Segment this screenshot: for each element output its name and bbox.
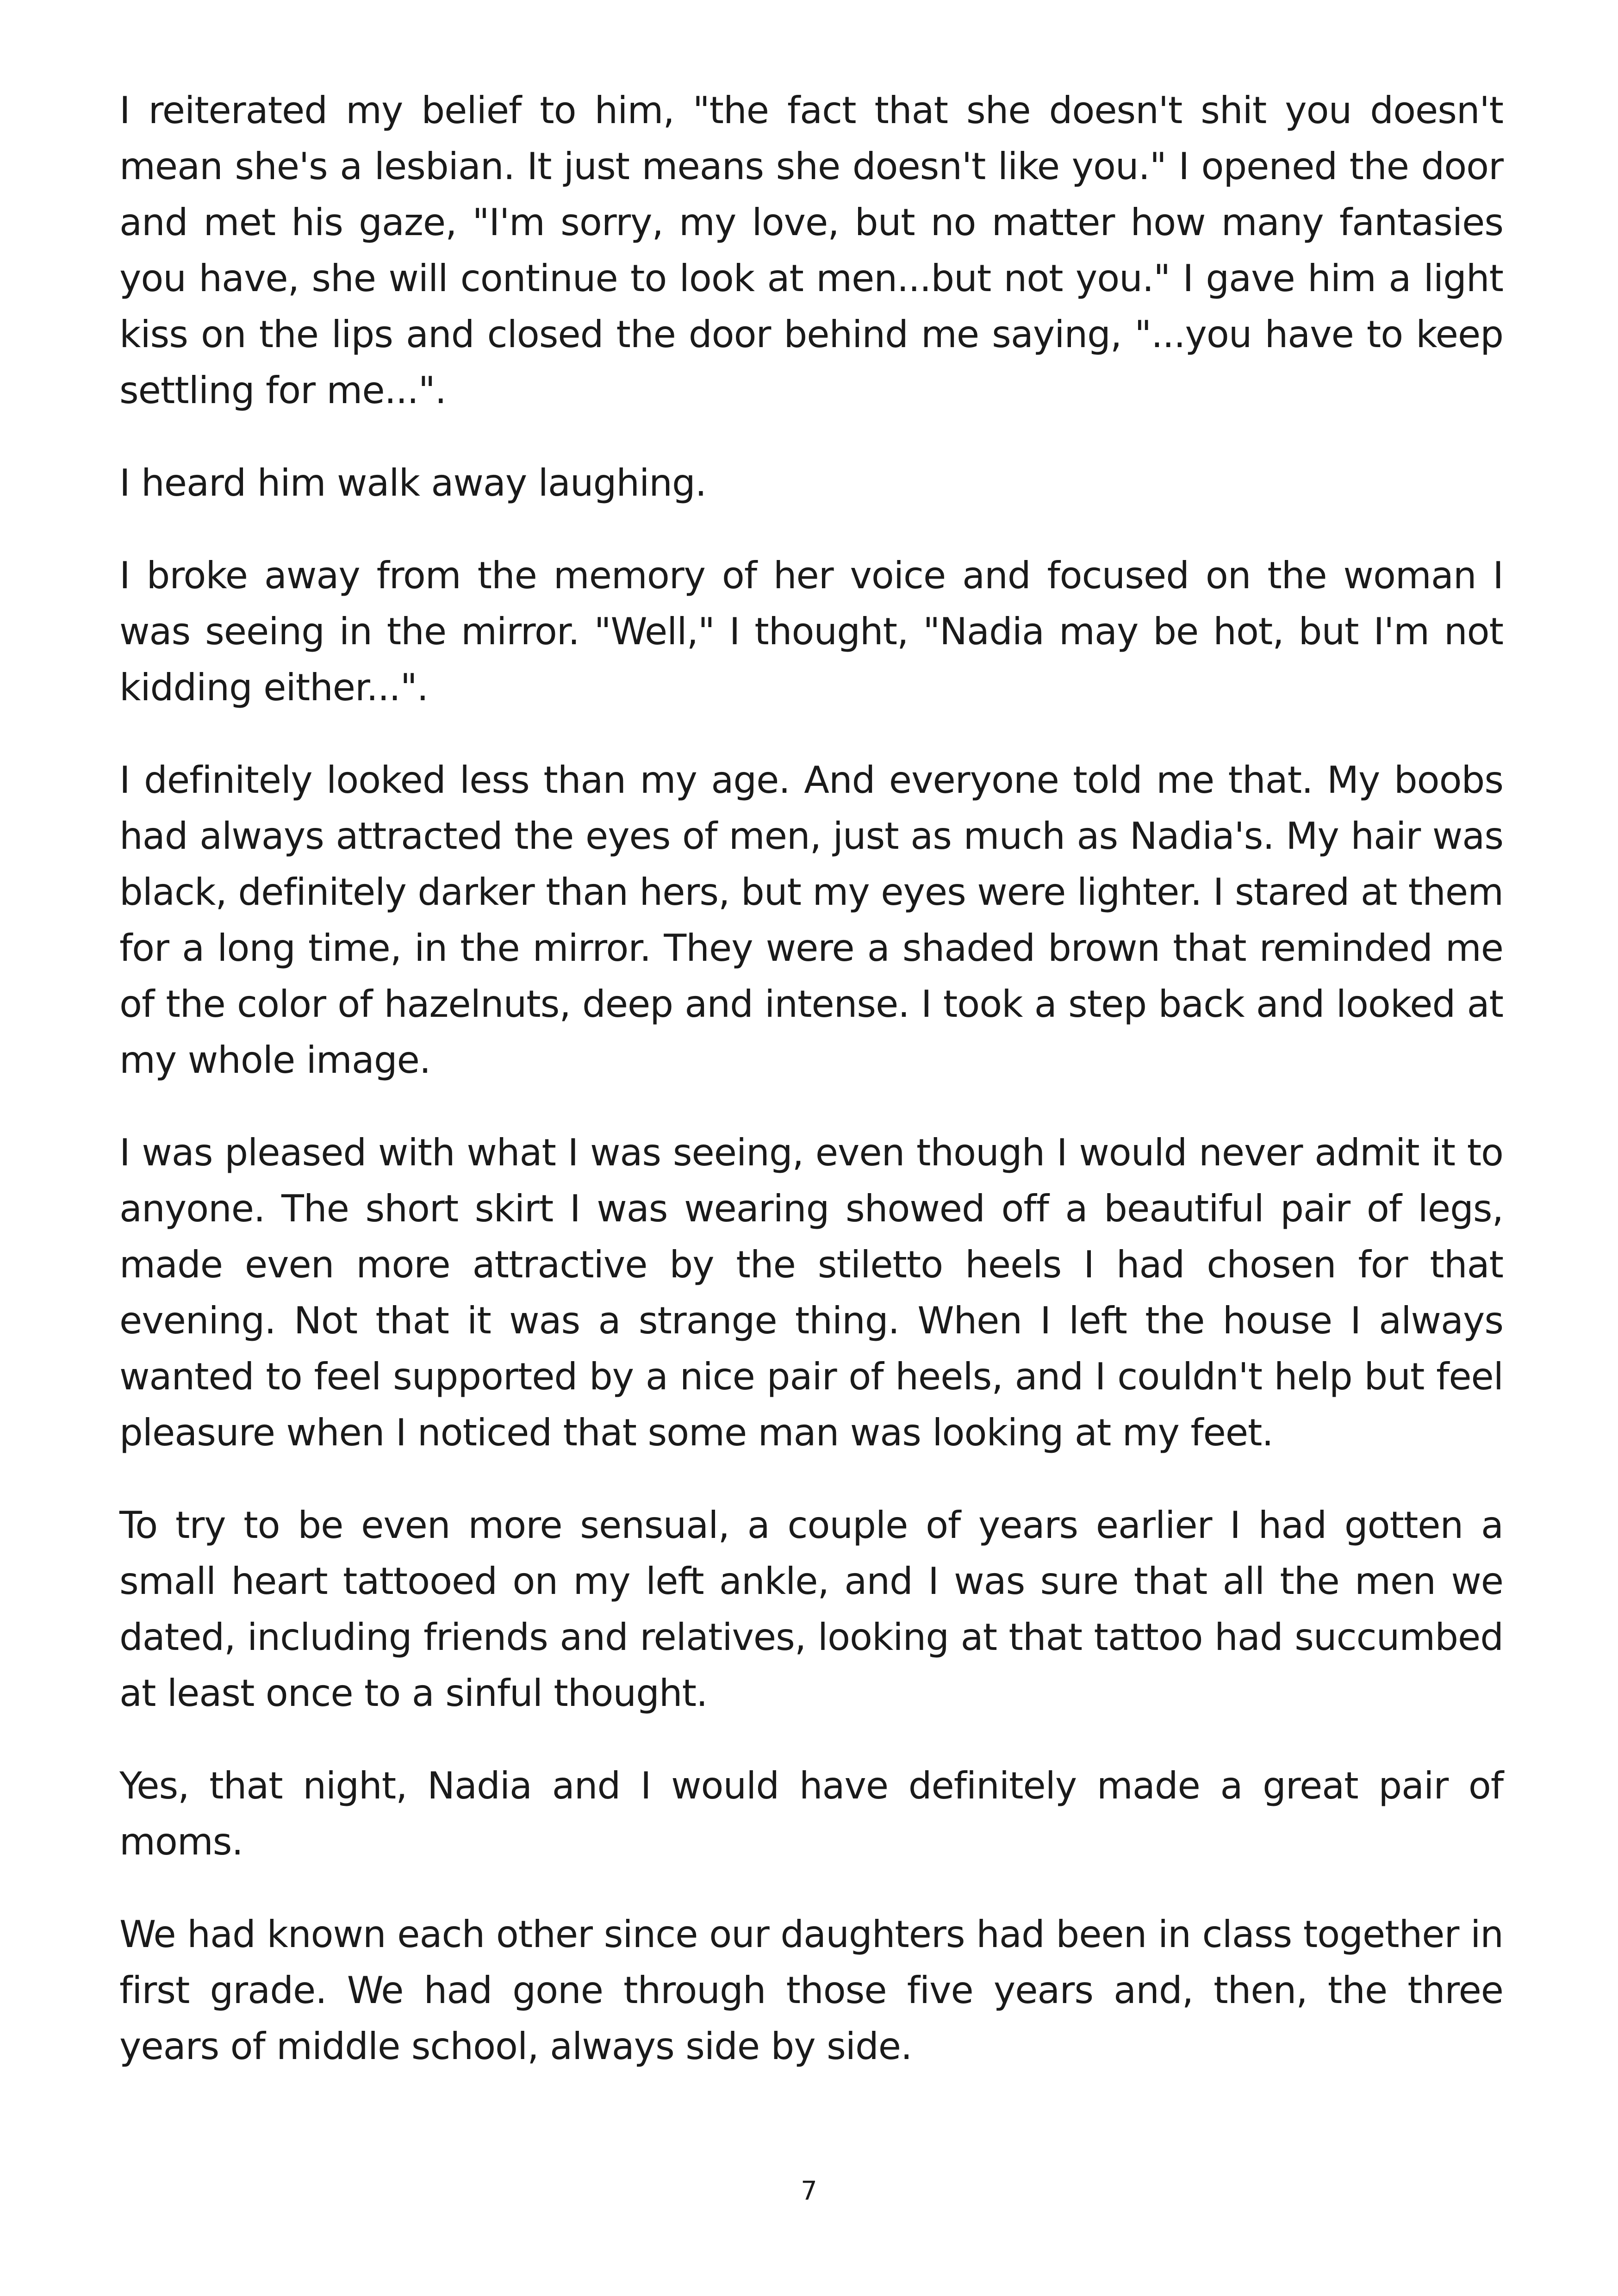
paragraph-6: To try to be even more sensual, a couple of years earlier I had gotten a small heart tattooed on my left ankle, and I was sure that all the men we dated, including friends and relatives, looking at that tattoo had succumbed at least once to a sinful thought. xyxy=(119,1504,1503,1715)
paragraph-5: I was pleased with what I was seeing, even though I would never admit it to anyone. The short skirt I was wearing showed off a beautiful pair of legs, made even more attractive by the stiletto heels I had chosen for that evening. Not that it was a strange thing. When I left the house I always wanted to feel supported by a nice pair of heels, and I couldn't help but feel pleasure when I noticed that some man was looking at my feet. xyxy=(119,1131,1503,1454)
page-body xyxy=(119,82,1503,2111)
paragraph-7: Yes, that night, Nadia and I would have definitely made a great pair of moms. xyxy=(119,1764,1503,1863)
paragraph-3: I broke away from the memory of her voice and focused on the woman I was seeing in the mirror. "Well," I thought, "Nadia may be hot, but I'm not kidding either...". xyxy=(119,554,1503,709)
paragraph-2: I heard him walk away laughing. xyxy=(119,461,707,504)
page-number: 7 xyxy=(801,2176,817,2206)
paragraph-1: I reiterated my belief to him, "the fact that she doesn't shit you doesn't mean she's a lesbian. It just means she doesn't like you." I opened the door and met his gaze, "I'm sorry, my love, but no matter how many fantasies you have, she will continue to look at men...but not you." I gave him a light kiss on the lips and closed the door behind me saying, "...you have to keep settling for me...". xyxy=(119,89,1503,412)
paragraph-8: We had known each other since our daughters had been in class together in first grade. We had gone through those five years and, then, the three years of middle school, always side by side. xyxy=(119,1913,1503,2068)
paragraph-4: I definitely looked less than my age. And everyone told me that. My boobs had always attracted the eyes of men, just as much as Nadia's. My hair was black, definitely darker than hers, but my eyes were lighter. I stared at them for a long time, in the mirror. They were a shaded brown that reminded me of the color of hazelnuts, deep and intense. I took a step back and looked at my whole image. xyxy=(119,759,1503,1082)
